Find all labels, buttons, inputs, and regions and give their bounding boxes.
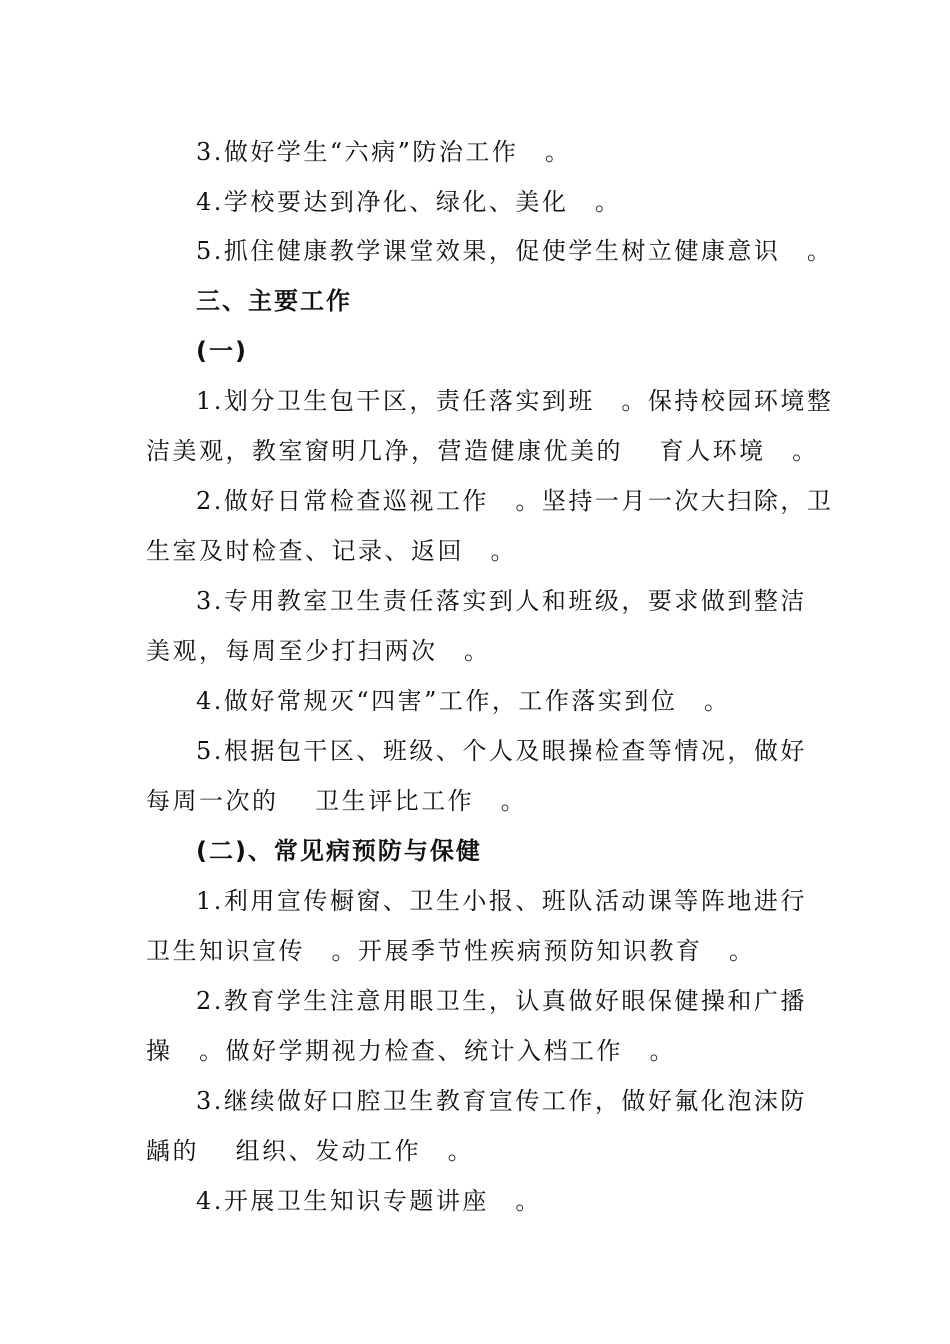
paragraph-line: 5.根据包干区、班级、个人及眼操检查等情况，做好 [196, 737, 807, 765]
paragraph-line: 生室及时检查、记录、返回 。 [146, 537, 517, 565]
paragraph-line: 美观，每周至少打扫两次 。 [146, 637, 491, 665]
paragraph-line: 4.做好常规灭“四害”工作，工作落实到位 。 [196, 687, 731, 715]
paragraph-line: 4.开展卫生知识专题讲座 。 [196, 1187, 542, 1215]
item-5-text: 5.抓住健康教学课堂效果，促使学生树立健康意识 。 [196, 237, 834, 265]
paragraph-line: 1.利用宣传橱窗、卫生小报、班队活动课等阵地进行 [196, 887, 807, 915]
section-heading: 三、主要工作 [196, 287, 352, 315]
paragraph-line: 3.继续做好口腔卫生教育宣传工作，做好氟化泡沫防 [196, 1087, 807, 1115]
paragraph-line: 操 。做好学期视力检查、统计入档工作 。 [146, 1037, 676, 1065]
paragraph-line: 龋的 组织、发动工作 。 [146, 1137, 475, 1165]
paragraph-line: 2.做好日常检查巡视工作 。坚持一月一次大扫除，卫 [196, 487, 834, 515]
paragraph-line: 3.专用教室卫生责任落实到人和班级，要求做到整洁 [196, 587, 807, 615]
item-4-text: 4.学校要达到净化、绿化、美化 。 [196, 188, 622, 216]
subsection-heading-2: (二)、常见病预防与保健 [196, 837, 482, 865]
subsection-heading-1: (一) [196, 337, 248, 365]
paragraph-line: 1.划分卫生包干区，责任落实到班 。保持校园环境整 [196, 387, 834, 415]
paragraph-line: 每周一次的 卫生评比工作 。 [146, 787, 528, 815]
paragraph-line: 卫生知识宣传 。开展季节性疾病预防知识教育 。 [146, 937, 756, 965]
paragraph-line: 2.教育学生注意用眼卫生，认真做好眼保健操和广播 [196, 987, 807, 1015]
item-3-text: 3.做好学生“六病”防治工作 。 [196, 138, 572, 166]
paragraph-line: 洁美观，教室窗明几净，营造健康优美的 育人环境 。 [146, 437, 819, 465]
